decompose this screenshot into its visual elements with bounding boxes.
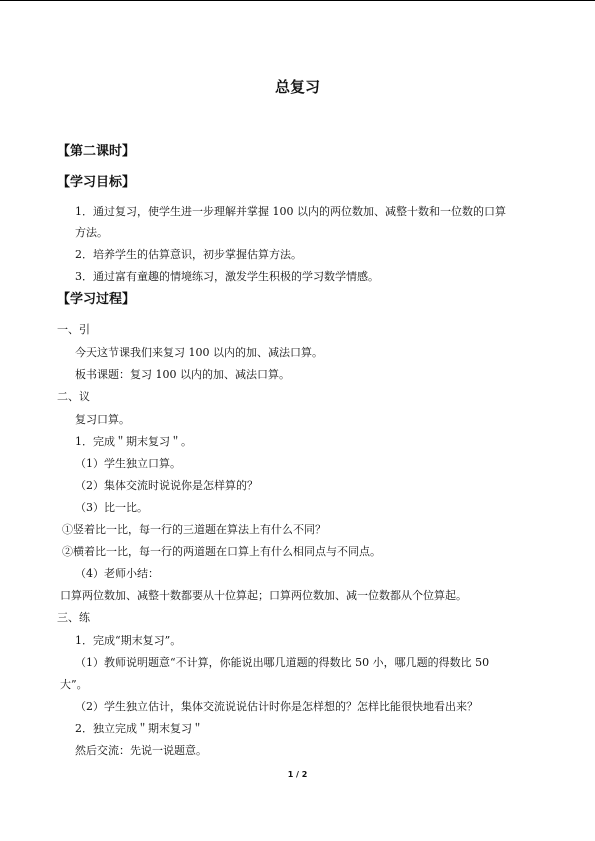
page-title: 总复习 [274,78,320,96]
objectives-heading: 【学习目标】 [57,175,136,190]
objective-item-2: 2．培养学生的估算意识，初步掌握估算方法。 [75,248,302,261]
paragraph-line: 板书课题：复习 100 以内的加、减法口算。 [75,368,290,381]
section-heading-practice: 三、练 [57,611,90,624]
objective-item-1: 1．通过复习，使学生进一步理解并掌握 100 以内的两位数加、减整十数和一位数的口算 [75,205,506,218]
paragraph-line: 大”。 [60,678,88,691]
paragraph-line: 1．完成“期末复习”。 [75,634,182,647]
paragraph-line: 2．独立完成＂期末复习＂ [75,722,203,735]
paragraph-line: （2）学生独立估计，集体交流说说估计时你是怎样想的？怎样比能很快地看出来？ [75,700,478,713]
paragraph-line: 今天这节课我们来复习 100 以内的加、减法口算。 [75,346,323,359]
page-number: 1 / 2 [287,770,308,779]
paragraph-line: ②横着比一比，每一行的两道题在口算上有什么相同点与不同点。 [62,545,381,558]
top-border-line [0,0,595,1]
lesson-heading: 【第二课时】 [57,144,136,159]
paragraph-line: （4）老师小结： [75,567,159,580]
paragraph-line: （2）集体交流时说说你是怎样算的？ [75,479,258,492]
paragraph-line: （1）学生独立口算。 [75,457,181,470]
paragraph-line: ①竖着比一比，每一行的三道题在算法上有什么不同？ [62,523,326,536]
paragraph-line: 1．完成＂期末复习＂。 [75,435,192,448]
section-heading-intro: 一、引 [57,323,90,336]
objective-item-3: 3．通过富有童趣的情境练习，激发学生积极的学习数学情感。 [75,270,379,283]
objective-item-1-continued: 方法。 [75,226,108,239]
paragraph-line: （1）教师说明题意“不计算，你能说出哪几道题的得数比 50 小，哪几题的得数比 50 [75,656,490,669]
process-heading: 【学习过程】 [57,292,136,307]
section-heading-discuss: 二、议 [57,390,90,403]
paragraph-line: 口算两位数加、减整十数都要从十位算起；口算两位数加、减一位数都从个位算起。 [60,589,467,602]
paragraph-line: （3）比一比。 [75,501,148,514]
paragraph-line: 复习口算。 [75,413,130,426]
paragraph-line: 然后交流：先说一说题意。 [75,744,207,757]
